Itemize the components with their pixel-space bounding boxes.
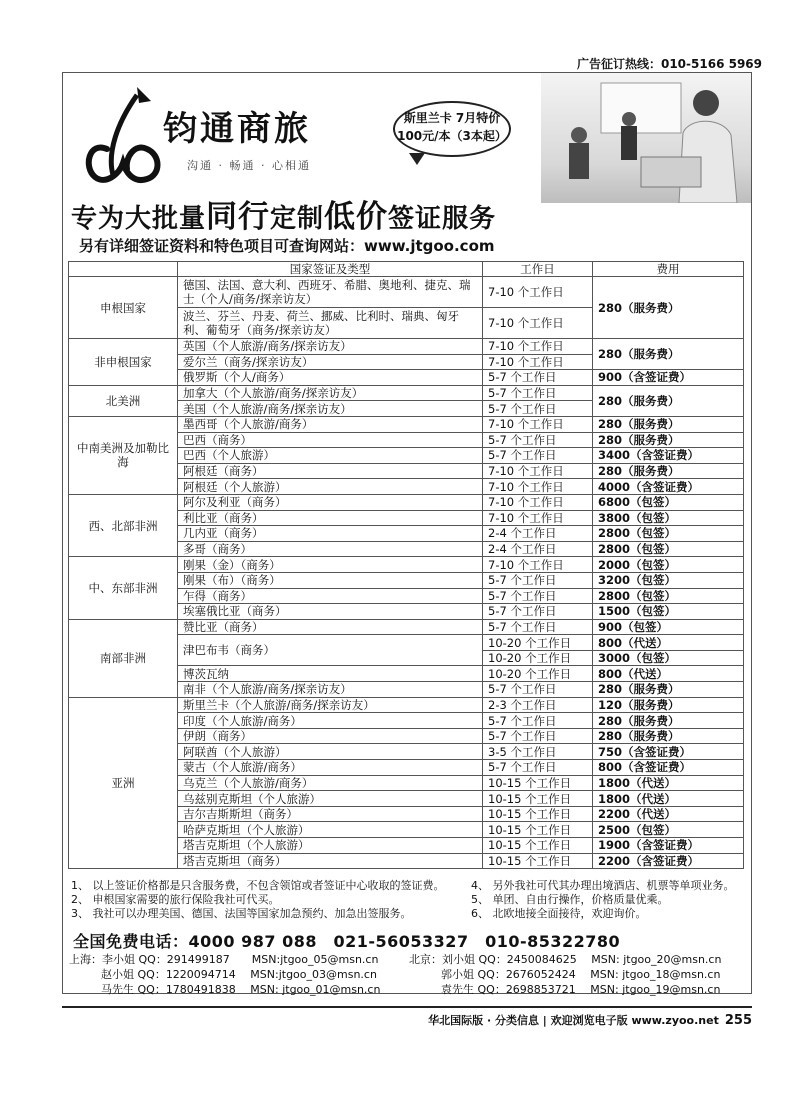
visa-type-cell: 美国（个人旅游/商务/探亲访友） — [178, 401, 483, 417]
headline-part3: 定制 — [270, 204, 325, 234]
table-row — [69, 619, 744, 635]
contact-shanghai-1: 上海：李小姐 QQ：291499187 MSN:jtgoo_05@msn.cn — [69, 953, 379, 966]
region-cell: 中、东部非洲 — [69, 557, 178, 619]
page-number: 255 — [724, 1013, 752, 1028]
fee-cell: 2200（含签证费） — [593, 853, 744, 869]
days-cell: 7-10 个工作日 — [483, 339, 593, 355]
days-cell: 5-7 个工作日 — [483, 682, 593, 698]
fee-cell: 280（服务费） — [593, 713, 744, 729]
promo-line1: 斯里兰卡 7月特价 — [403, 111, 501, 125]
contact-shanghai-3: 马先生 QQ：1780491838 MSN: jtgoo_01@msn.cn — [101, 983, 381, 996]
promo-bubble-tail — [409, 153, 425, 165]
business-people-icon — [541, 73, 751, 203]
fee-cell: 2000（包签） — [593, 557, 744, 573]
days-cell: 5-7 个工作日 — [483, 760, 593, 776]
visa-type-cell: 利比亚（商务） — [178, 510, 483, 526]
visa-type-cell: 斯里兰卡（个人旅游/商务/探亲访友） — [178, 697, 483, 713]
visa-type-cell: 博茨瓦纳 — [178, 666, 483, 682]
visa-type-cell: 墨西哥（个人旅游/商务） — [178, 416, 483, 432]
visa-type-cell: 多哥（商务） — [178, 541, 483, 557]
note-item: 1、 以上签证价格都是只含服务费，不包含领馆或者签证中心收取的签证费。 — [71, 879, 445, 892]
headline-part2: 同行 — [206, 199, 271, 235]
fee-cell: 2800（包签） — [593, 526, 744, 542]
days-cell: 10-20 个工作日 — [483, 650, 593, 666]
visa-type-cell: 波兰、芬兰、丹麦、荷兰、挪威、比利时、瑞典、匈牙利、葡萄牙（商务/探亲访友） — [178, 308, 483, 339]
promo-bubble — [393, 101, 511, 157]
brand-slogan: 沟通 · 畅通 · 心相通 — [187, 159, 311, 172]
days-cell: 7-10 个工作日 — [483, 277, 593, 308]
fee-cell: 280（服务费） — [593, 385, 744, 416]
visa-type-cell: 几内亚（商务） — [178, 526, 483, 542]
days-cell: 5-7 个工作日 — [483, 728, 593, 744]
visa-type-cell: 吉尔吉斯斯坦（商务） — [178, 806, 483, 822]
region-cell: 北美洲 — [69, 385, 178, 416]
region-cell: 亚洲 — [69, 697, 178, 869]
headline-part5: 签证服务 — [388, 204, 497, 234]
days-cell: 5-7 个工作日 — [483, 370, 593, 386]
business-photo — [541, 73, 751, 203]
days-cell: 10-20 个工作日 — [483, 635, 593, 651]
fee-cell: 280（服务费） — [593, 339, 744, 370]
days-cell: 10-15 个工作日 — [483, 806, 593, 822]
note-item: 6、 北欧地接全面接待，欢迎询价。 — [471, 907, 647, 920]
table-row — [69, 385, 744, 401]
ad-hero — [63, 73, 751, 261]
visa-price-table — [68, 261, 744, 869]
fee-cell: 900（含签证费） — [593, 370, 744, 386]
visa-type-cell: 阿根廷（个人旅游） — [178, 479, 483, 495]
days-cell: 7-10 个工作日 — [483, 354, 593, 370]
fee-cell: 280（服务费） — [593, 463, 744, 479]
fee-cell: 280（服务费） — [593, 728, 744, 744]
days-cell: 10-15 个工作日 — [483, 822, 593, 838]
region-cell: 南部非洲 — [69, 619, 178, 697]
brand-name: 钧通商旅 — [163, 109, 311, 149]
fee-cell: 800（代送） — [593, 666, 744, 682]
visa-type-cell: 埃塞俄比亚（商务） — [178, 604, 483, 620]
ad-headline — [71, 191, 496, 236]
fee-cell: 2800（包签） — [593, 588, 744, 604]
fee-cell: 120（服务费） — [593, 697, 744, 713]
contact-beijing-1: 北京：刘小姐 QQ：2450084625 MSN: jtgoo_20@msn.cn — [409, 953, 722, 966]
days-cell: 5-7 个工作日 — [483, 385, 593, 401]
fee-cell: 800（含签证费） — [593, 760, 744, 776]
visa-type-cell: 蒙古（个人旅游/商务） — [178, 760, 483, 776]
visa-type-cell: 南非（个人旅游/商务/探亲访友） — [178, 682, 483, 698]
days-cell: 7-10 个工作日 — [483, 479, 593, 495]
visa-type-cell: 乌兹别克斯坦（个人旅游） — [178, 791, 483, 807]
brand-logo-icon — [77, 83, 169, 191]
fee-cell: 6800（包签） — [593, 494, 744, 510]
days-cell: 7-10 个工作日 — [483, 557, 593, 573]
header-workdays: 工作日 — [483, 262, 593, 277]
fee-cell: 280（服务费） — [593, 416, 744, 432]
region-cell: 申根国家 — [69, 277, 178, 339]
days-cell: 5-7 个工作日 — [483, 713, 593, 729]
days-cell: 7-10 个工作日 — [483, 494, 593, 510]
visa-type-cell: 巴西（商务） — [178, 432, 483, 448]
ad-frame — [62, 72, 752, 994]
days-cell: 7-10 个工作日 — [483, 308, 593, 339]
days-cell: 3-5 个工作日 — [483, 744, 593, 760]
note-item: 5、 单团、自由行操作，价格质量优乘。 — [471, 893, 669, 906]
visa-type-cell: 俄罗斯（个人/商务） — [178, 370, 483, 386]
table-row — [69, 277, 744, 308]
footer-text: 华北国际版 · 分类信息 | 欢迎浏览电子版 www.zyoo.net — [428, 1014, 719, 1027]
header-region — [69, 262, 178, 277]
fee-cell: 2200（代送） — [593, 806, 744, 822]
visa-type-cell: 阿尔及利亚（商务） — [178, 494, 483, 510]
table-row — [69, 557, 744, 573]
promo-line2: 100元/本（3本起） — [397, 129, 507, 143]
visa-type-cell: 津巴布韦（商务） — [178, 635, 483, 666]
visa-type-cell: 乍得（商务） — [178, 588, 483, 604]
contact-beijing-3: 袁先生 QQ：2698853721 MSN: jtgoo_19@msn.cn — [441, 983, 721, 996]
visa-type-cell: 哈萨克斯坦（个人旅游） — [178, 822, 483, 838]
note-item: 4、 另外我社可代其办理出境酒店、机票等单项业务。 — [471, 879, 735, 892]
visa-type-cell: 加拿大（个人旅游/商务/探亲访友） — [178, 385, 483, 401]
days-cell: 5-7 个工作日 — [483, 448, 593, 464]
visa-type-cell: 印度（个人旅游/商务） — [178, 713, 483, 729]
fee-cell: 3000（包签） — [593, 650, 744, 666]
visa-type-cell: 乌克兰（个人旅游/商务） — [178, 775, 483, 791]
visa-type-cell: 塔吉克斯坦（个人旅游） — [178, 838, 483, 854]
visa-type-cell: 德国、法国、意大利、西班牙、希腊、奥地利、捷克、瑞士（个人/商务/探亲访友） — [178, 277, 483, 308]
days-cell: 5-7 个工作日 — [483, 572, 593, 588]
fee-cell: 1900（含签证费） — [593, 838, 744, 854]
fee-cell: 4000（含签证费） — [593, 479, 744, 495]
days-cell: 5-7 个工作日 — [483, 604, 593, 620]
days-cell: 10-15 个工作日 — [483, 853, 593, 869]
notes-left — [71, 879, 445, 921]
region-cell: 非申根国家 — [69, 339, 178, 386]
note-item: 2、 申根国家需要的旅行保险我社可代买。 — [71, 893, 280, 906]
visa-type-cell: 爱尔兰（商务/探亲访友） — [178, 354, 483, 370]
fee-cell: 280（服务费） — [593, 432, 744, 448]
days-cell: 7-10 个工作日 — [483, 510, 593, 526]
table-row — [69, 494, 744, 510]
region-cell: 西、北部非洲 — [69, 494, 178, 556]
days-cell: 5-7 个工作日 — [483, 401, 593, 417]
visa-type-cell: 刚果（布）（商务） — [178, 572, 483, 588]
headline-part1: 专为大批量 — [71, 204, 207, 234]
fee-cell: 800（代送） — [593, 635, 744, 651]
days-cell: 5-7 个工作日 — [483, 619, 593, 635]
visa-type-cell: 塔吉克斯坦（商务） — [178, 853, 483, 869]
table-row — [69, 697, 744, 713]
visa-type-cell: 赞比亚（商务） — [178, 619, 483, 635]
header-fee: 费用 — [593, 262, 744, 277]
visa-type-cell: 巴西（个人旅游） — [178, 448, 483, 464]
region-cell: 中南美洲及加勒比海 — [69, 416, 178, 494]
visa-type-cell: 英国（个人旅游/商务/探亲访友） — [178, 339, 483, 355]
note-item: 3、 我社可以办理美国、德国、法国等国家加急预约、加急出签服务。 — [71, 907, 412, 920]
contact-beijing-2: 郭小姐 QQ：2676052424 MSN: jtgoo_18@msn.cn — [441, 968, 721, 981]
days-cell: 2-4 个工作日 — [483, 541, 593, 557]
contact-shanghai-2: 赵小姐 QQ：1220094714 MSN:jtgoo_03@msn.cn — [101, 968, 377, 981]
ad-hotline: 广告征订热线：010-5166 5969 — [576, 57, 762, 71]
fee-cell: 900（包签） — [593, 619, 744, 635]
days-cell: 2-4 个工作日 — [483, 526, 593, 542]
days-cell: 2-3 个工作日 — [483, 697, 593, 713]
fee-cell: 280（服务费） — [593, 277, 744, 339]
fee-cell: 1800（代送） — [593, 791, 744, 807]
headline-part4: 低价 — [324, 199, 389, 235]
fee-cell: 3400（含签证费） — [593, 448, 744, 464]
notes-right — [471, 879, 800, 921]
days-cell: 10-15 个工作日 — [483, 775, 593, 791]
fee-cell: 2800（包签） — [593, 541, 744, 557]
fee-cell: 3200（包签） — [593, 572, 744, 588]
table-row — [69, 339, 744, 355]
visa-type-cell: 伊朗（商务） — [178, 728, 483, 744]
days-cell: 5-7 个工作日 — [483, 432, 593, 448]
visa-type-cell: 刚果（金）（商务） — [178, 557, 483, 573]
header-visa-type: 国家签证及类型 — [178, 262, 483, 277]
days-cell: 7-10 个工作日 — [483, 463, 593, 479]
fee-cell: 280（服务费） — [593, 682, 744, 698]
page-footer — [62, 1006, 752, 1028]
days-cell: 5-7 个工作日 — [483, 588, 593, 604]
fee-cell: 1800（代送） — [593, 775, 744, 791]
visa-type-cell: 阿联酋（个人旅游） — [178, 744, 483, 760]
days-cell: 10-20 个工作日 — [483, 666, 593, 682]
table-row — [69, 416, 744, 432]
website-subhead: 另有详细签证资料和特色项目可查询网站：www.jtgoo.com — [79, 237, 495, 255]
days-cell: 7-10 个工作日 — [483, 416, 593, 432]
days-cell: 10-15 个工作日 — [483, 791, 593, 807]
visa-type-cell: 阿根廷（商务） — [178, 463, 483, 479]
fee-cell: 2500（包签） — [593, 822, 744, 838]
fee-cell: 750（含签证费） — [593, 744, 744, 760]
days-cell: 10-15 个工作日 — [483, 838, 593, 854]
fee-cell: 1500（包签） — [593, 604, 744, 620]
toll-free-phones: 全国免费电话：4000 987 088 021-56053327 010-85322780 — [73, 932, 621, 951]
fee-cell: 3800（包签） — [593, 510, 744, 526]
table-header-row — [69, 262, 744, 277]
